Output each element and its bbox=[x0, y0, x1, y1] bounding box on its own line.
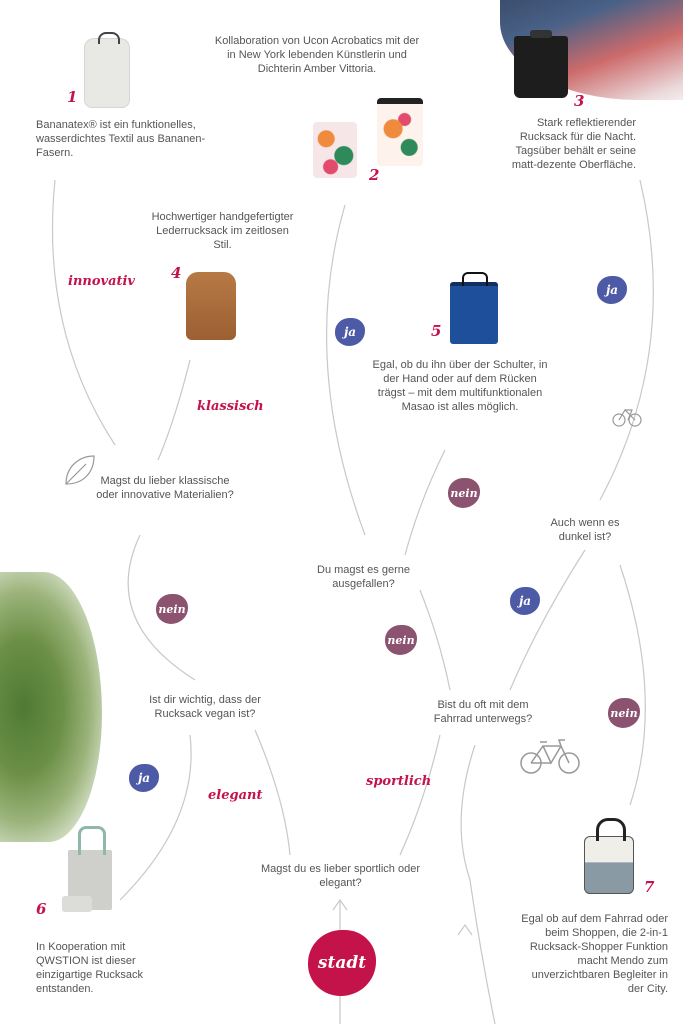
product-6-pouch-image bbox=[62, 896, 92, 912]
product-6-description: In Kooperation mit QWSTION ist dieser einzigartige Rucksack entstanden. bbox=[36, 941, 143, 995]
product-7-handle-icon bbox=[596, 818, 626, 841]
product-4-description: Hochwertiger handgefertigter Lederrucksack im zeitlosen Stil. bbox=[151, 211, 294, 251]
answer-ja-vegan[interactable]: ja bbox=[129, 764, 159, 792]
answer-nein-vegan[interactable]: nein bbox=[156, 594, 188, 624]
product-1-number: 1 bbox=[67, 88, 78, 106]
question-unusual: Du magst es gerne ausgefallen? bbox=[317, 564, 410, 590]
bicycle-small-icon bbox=[612, 400, 642, 435]
product-5-number: 5 bbox=[431, 322, 442, 340]
product-1-handle-icon bbox=[98, 32, 120, 44]
answer-nein-unusual[interactable]: nein bbox=[448, 478, 480, 508]
bicycle-icon bbox=[519, 736, 581, 781]
answer-ja-dark[interactable]: ja bbox=[597, 276, 627, 304]
product-3-handle-icon bbox=[530, 30, 552, 38]
start-badge-label: stadt bbox=[317, 953, 367, 973]
product-1-backpack-image[interactable] bbox=[84, 38, 130, 108]
product-5-handle-icon bbox=[462, 272, 488, 286]
answer-ja-unusual[interactable]: ja bbox=[335, 318, 365, 346]
product-7-description: Egal ob auf dem Fahrrad oder beim Shoppen, die 2-in-1 Rucksack-Shopper Funktion macht Mendo zum unverzichtbaren Begleiter in der City. bbox=[521, 913, 668, 995]
answer-nein-style[interactable]: nein bbox=[385, 625, 417, 655]
product-2-bag-left-image[interactable] bbox=[313, 122, 357, 178]
product-6-handle-icon bbox=[78, 826, 106, 855]
collab-description: Kollaboration von Ucon Acrobatics mit der in New York lebenden Künstlerin und Dichterin Amber Vittoria. bbox=[214, 35, 420, 75]
product-5-backpack-image[interactable] bbox=[450, 282, 498, 344]
product-7-backpack-image[interactable] bbox=[584, 836, 634, 894]
answer-ja-bike[interactable]: ja bbox=[510, 587, 540, 615]
tag-sportlich[interactable]: sportlich bbox=[366, 774, 432, 789]
question-vegan: Ist dir wichtig, dass der Rucksack vegan ist? bbox=[149, 694, 261, 720]
answer-nein-bike[interactable]: nein bbox=[608, 698, 640, 728]
product-5-description: Egal, ob du ihn über der Schulter, in der Hand oder auf dem Rücken trägst – mit dem multifunktionalen Masao ist alles möglich. bbox=[372, 359, 548, 413]
product-7-number: 7 bbox=[644, 878, 655, 896]
product-3-number: 3 bbox=[574, 92, 585, 110]
question-style: Magst du es lieber sportlich oder elegant? bbox=[261, 863, 420, 889]
tag-klassisch[interactable]: klassisch bbox=[197, 399, 264, 414]
question-materials: Magst du lieber klassische oder innovative Materialien? bbox=[96, 475, 234, 501]
product-2-bag-right-image[interactable] bbox=[377, 98, 423, 166]
product-2-number: 2 bbox=[369, 166, 380, 184]
product-1-description: Bananatex® ist ein funktionelles, wasserdichtes Textil aus Bananen-Fasern. bbox=[36, 119, 206, 159]
product-4-leather-backpack-image[interactable] bbox=[186, 272, 236, 340]
product-6-number: 6 bbox=[36, 900, 47, 918]
question-bike: Bist du oft mit dem Fahrrad unterwegs? bbox=[433, 699, 533, 725]
tag-innovativ[interactable]: innovativ bbox=[68, 274, 135, 289]
product-3-backpack-image[interactable] bbox=[514, 36, 568, 98]
tag-elegant[interactable]: elegant bbox=[208, 788, 263, 803]
product-4-number: 4 bbox=[171, 264, 182, 282]
question-dark: Auch wenn es dunkel ist? bbox=[550, 517, 620, 543]
product-3-description: Stark reflektierender Rucksack für die Nacht. Tagsüber behält er seine matt-dezente Oberfläche. bbox=[511, 117, 636, 171]
